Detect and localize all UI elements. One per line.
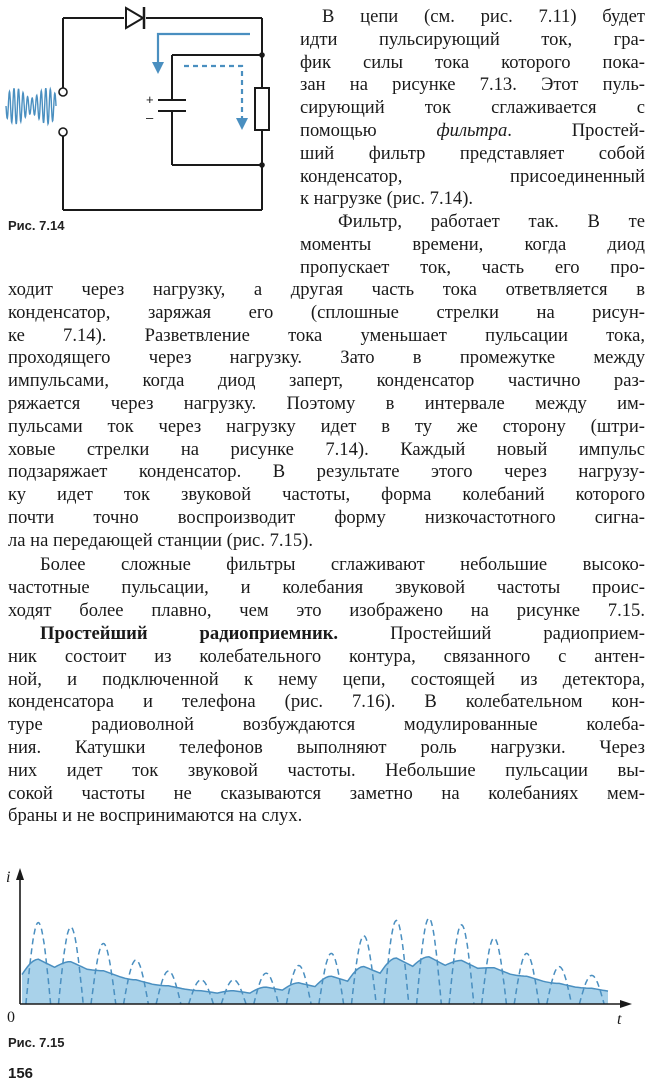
text-line: ку идет ток звуковой частоты, форма колебаний которого [8, 484, 645, 506]
text-fragment: Простейший радиоприем- [338, 623, 645, 644]
paragraph-3 [8, 554, 645, 622]
text-line: ховые стрелки на рисунке 7.14). Каждый новый импульс [8, 438, 645, 460]
text-line: частотные пульсации, и колебания звуковой частоты проис- [8, 576, 645, 598]
page-number: 156 [8, 1065, 34, 1082]
text-line: фик силы тока которого пока- [300, 51, 645, 73]
section-heading-simplest-receiver: Простейший радиоприемник. [40, 623, 339, 644]
text-line: них идет ток звуковой частоты. Небольшие пульсации вы- [8, 759, 645, 781]
text-line: подзаряжает конденсатор. В результате этого через нагрузу- [8, 461, 645, 483]
text-line: пульсами ток через нагрузку идет в ту же сторону (штри- [8, 415, 645, 437]
text-fragment: . Простей- [507, 119, 646, 141]
text-line: к нагрузке (рис. 7.14). [300, 188, 474, 210]
x-axis-label: t [617, 1011, 622, 1028]
text-line: почти точно воспроизводит форму низкочастотного сигна- [8, 506, 645, 528]
text-line: проходящего через нагрузку. Зато в промежутке между [8, 347, 645, 369]
text-line: зан на рисунке 7.13. Этот пуль- [300, 74, 645, 96]
term-filter: фильтра [436, 119, 508, 141]
figure-7-14-circuit [0, 0, 290, 230]
origin-label: 0 [7, 1009, 15, 1026]
capacitor-plus-sign: + [146, 92, 154, 107]
text-line: Более сложные фильтры сглаживают небольшие высоко- [40, 554, 645, 575]
text-line: конденсатор, присоединенный [300, 165, 645, 187]
text-line: моменты времени, когда диод [300, 233, 645, 255]
text-line: пропускает ток, часть его про- [300, 256, 645, 278]
text-line: ходит через нагрузку, а другая часть тока ответвляется в [8, 279, 645, 300]
paragraph-4 [8, 623, 645, 828]
text-line: ла на передающей станции (рис. 7.15). [8, 529, 313, 551]
text-line: ке 7.14). Разветвление тока уменьшает пульсации тока, [8, 324, 645, 346]
x-axis-arrow-icon [620, 1000, 632, 1008]
figure-7-15-graph [0, 860, 657, 1030]
figure-7-15-caption: Рис. 7.15 [8, 1035, 65, 1050]
text-line: ший фильтр представляет собой [300, 142, 645, 164]
text-line: Фильтр, работает так. В те [338, 211, 645, 232]
text-line: ной, и подключенной к нему цепи, состоящей из детектора, [8, 668, 645, 690]
text-line: сирующий ток сглаживается с [300, 97, 645, 119]
text-line: браны и не воспринимаются на слух. [8, 805, 303, 827]
diode-icon [126, 8, 143, 28]
capacitor-minus-sign: – [146, 110, 154, 125]
text-line: сокой частоты не сказываются заметно на колебаниях мем- [8, 782, 645, 804]
text-line: туре радиоволной возбуждаются модулированные колеба- [8, 714, 645, 736]
text-line: конденсатор, заряжая его (сплошные стрелки на рисун- [8, 301, 645, 323]
text-line: идти пульсирующий ток, гра- [300, 28, 645, 50]
text-line-with-term [300, 120, 645, 143]
text-line: ник состоит из колебательного контура, связанного с антен- [8, 645, 645, 667]
text-fragment: помощью [300, 119, 437, 141]
dashed-current-arrow-icon [184, 66, 242, 120]
load-resistor-icon [255, 88, 269, 130]
text-line: ния. Катушки телефонов выполняют роль нагрузки. Через [8, 736, 645, 758]
text-line: В цепи (см. рис. 7.11) будет [322, 6, 645, 27]
text-line: ходят более плавно, чем это изображено на рисунке 7.15. [8, 599, 645, 621]
y-axis-label: i [6, 869, 11, 886]
text-line: конденсатора и телефона (рис. 7.16). В колебательном кон- [8, 691, 645, 713]
paragraph-2-start [300, 211, 645, 279]
text-line: ряжается через нагрузку. Поэтому в интервале между им- [8, 392, 645, 414]
figure-7-14-caption: Рис. 7.14 [8, 218, 65, 233]
paragraph-1 [300, 6, 645, 211]
modulated-signal-icon [6, 88, 56, 124]
text-line: импульсами, когда диод заперт, конденсатор частично раз- [8, 370, 645, 392]
y-axis-arrow-icon [16, 868, 24, 880]
text-line-with-heading [8, 623, 645, 646]
paragraph-2-continued [8, 279, 645, 553]
